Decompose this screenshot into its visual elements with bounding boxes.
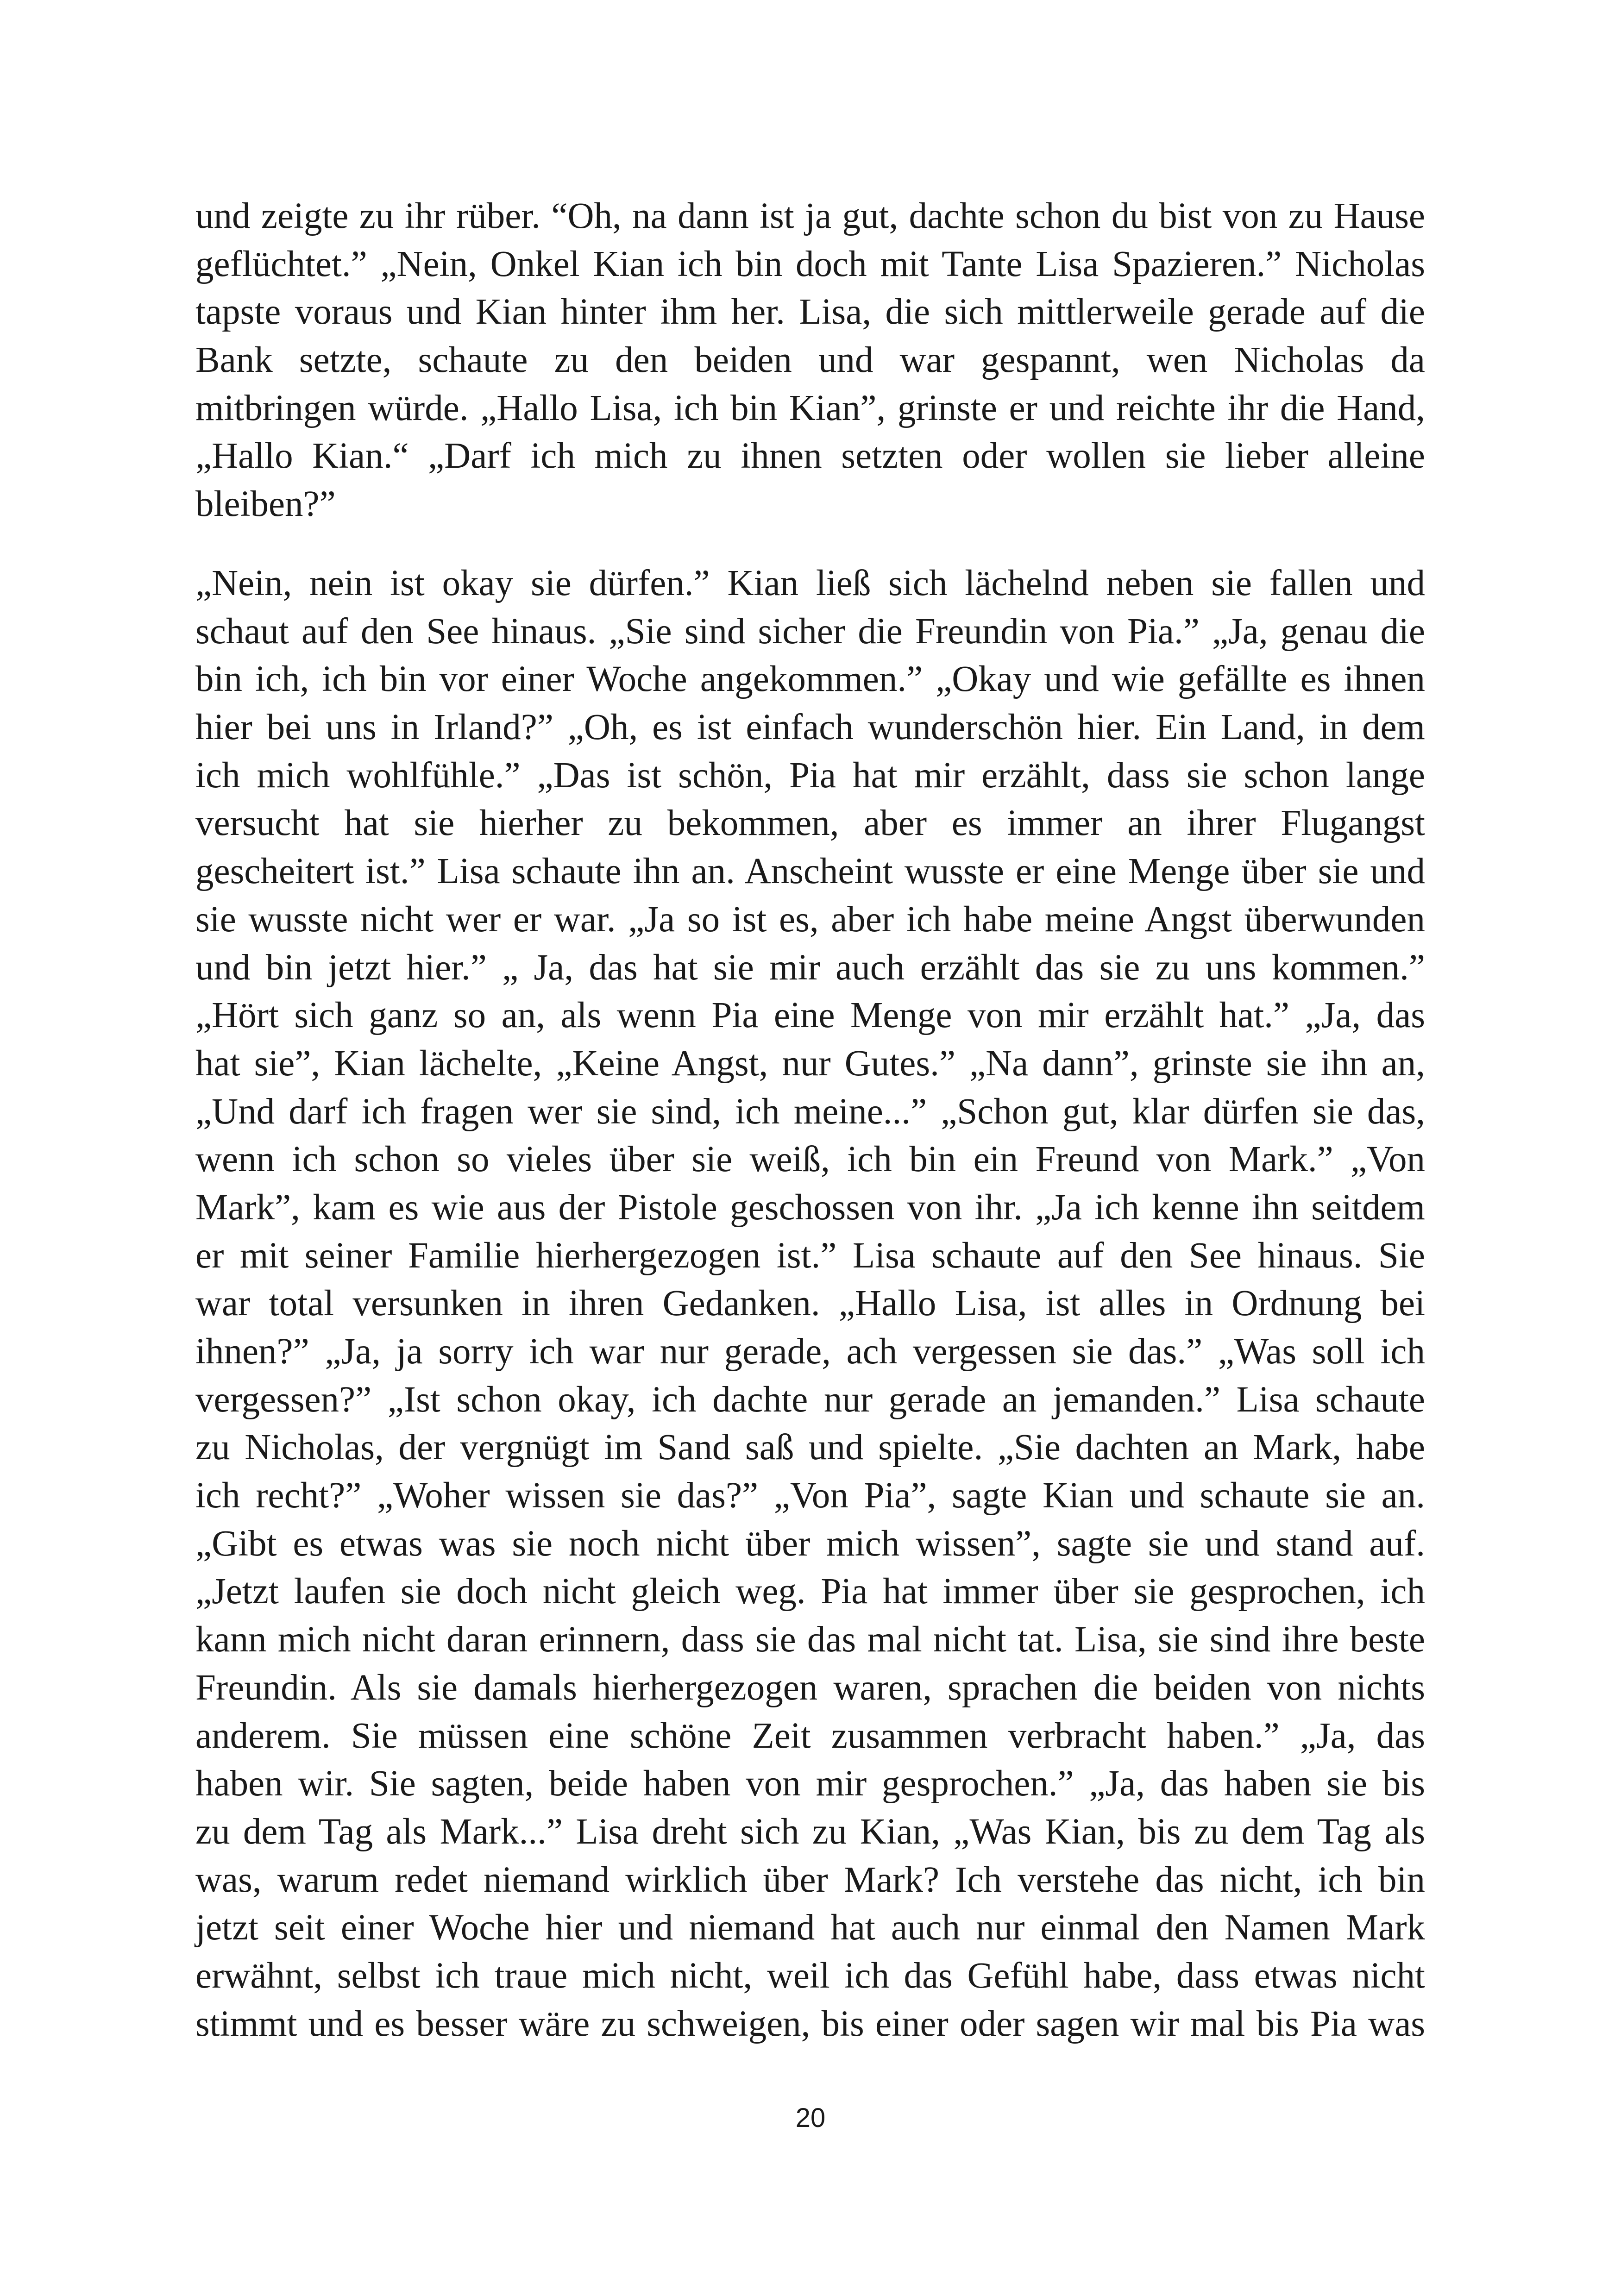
text-line: schaut auf den See hinaus. „Sie sind sicher die Freundin von Pia.” „Ja, genau die: [195, 611, 1425, 652]
text-line: ich mich wohlfühle.” „Das ist schön, Pia hat mir erzählt, dass sie schon lange: [195, 755, 1425, 796]
text-line: zu dem Tag als Mark...” Lisa dreht sich zu Kian, „Was Kian, bis zu dem Tag als: [195, 1811, 1425, 1852]
text-line: „Nein, nein ist okay sie dürfen.” Kian ließ sich lächelnd neben sie fallen und: [195, 563, 1425, 603]
text-line: bin ich, ich bin vor einer Woche angekommen.” „Okay und wie gefällte es ihnen: [195, 659, 1425, 700]
text-line: hier bei uns in Irland?” „Oh, es ist einfach wunderschön hier. Ein Land, in dem: [195, 707, 1425, 748]
text-line: mitbringen würde. „Hallo Lisa, ich bin Kian”, grinste er und reichte ihr die Hand,: [195, 388, 1425, 428]
text-line: tapste voraus und Kian hinter ihm her. Lisa, die sich mittlerweile gerade auf die: [195, 292, 1425, 332]
text-line: „Hallo Kian.“ „Darf ich mich zu ihnen setzten oder wollen sie lieber alleine: [195, 436, 1425, 477]
text-line: und zeigte zu ihr rüber. “Oh, na dann ist ja gut, dachte schon du bist von zu Hause: [195, 196, 1425, 236]
text-line: ich recht?” „Woher wissen sie das?” „Von Pia”, sagte Kian und schaute sie an.: [195, 1475, 1425, 1516]
text-line: „Gibt es etwas was sie noch nicht über mich wissen”, sagte sie und stand auf.: [195, 1523, 1425, 1564]
text-line: er mit seiner Familie hierhergezogen ist.” Lisa schaute auf den See hinaus. Sie: [195, 1235, 1425, 1276]
text-line: sie wusste nicht wer er war. „Ja so ist es, aber ich habe meine Angst überwunden: [195, 899, 1425, 940]
text-line: „Hört sich ganz so an, als wenn Pia eine Menge von mir erzählt hat.” „Ja, das: [195, 995, 1425, 1036]
text-line: war total versunken in ihren Gedanken. „Hallo Lisa, ist alles in Ordnung bei: [195, 1283, 1425, 1324]
text-line: wenn ich schon so vieles über sie weiß, ich bin ein Freund von Mark.” „Von: [195, 1139, 1425, 1180]
text-line: „Jetzt laufen sie doch nicht gleich weg. Pia hat immer über sie gesprochen, ich: [195, 1571, 1425, 1612]
text-line: geflüchtet.” „Nein, Onkel Kian ich bin doch mit Tante Lisa Spazieren.” Nicholas: [195, 244, 1425, 284]
text-line: und bin jetzt hier.” „ Ja, das hat sie mir auch erzählt das sie zu uns kommen.”: [195, 947, 1425, 988]
text-line: „Und darf ich fragen wer sie sind, ich meine...” „Schon gut, klar dürfen sie das,: [195, 1091, 1425, 1132]
text-line: ihnen?” „Ja, ja sorry ich war nur gerade, ach vergessen sie das.” „Was soll ich: [195, 1331, 1425, 1372]
text-line: jetzt seit einer Woche hier und niemand hat auch nur einmal den Namen Mark: [195, 1907, 1425, 1948]
text-line: Mark”, kam es wie aus der Pistole geschossen von ihr. „Ja ich kenne ihn seitdem: [195, 1187, 1425, 1228]
text-line: Bank setzte, schaute zu den beiden und war gespannt, wen Nicholas da: [195, 340, 1425, 381]
text-line: kann mich nicht daran erinnern, dass sie das mal nicht tat. Lisa, sie sind ihre beste: [195, 1619, 1425, 1660]
text-line: versucht hat sie hierher zu bekommen, aber es immer an ihrer Flugangst: [195, 803, 1425, 844]
text-line: anderem. Sie müssen eine schöne Zeit zusammen verbracht haben.” „Ja, das: [195, 1715, 1425, 1756]
text-line: bleiben?”: [195, 484, 336, 525]
text-line: zu Nicholas, der vergnügt im Sand saß und spielte. „Sie dachten an Mark, habe: [195, 1427, 1425, 1468]
paragraph-1: [195, 192, 1425, 528]
text-line: stimmt und es besser wäre zu schweigen, bis einer oder sagen wir mal bis Pia was: [195, 2003, 1425, 2044]
text-line: haben wir. Sie sagten, beide haben von mir gesprochen.” „Ja, das haben sie bis: [195, 1763, 1425, 1804]
text-line: was, warum redet niemand wirklich über Mark? Ich verstehe das nicht, ich bin: [195, 1859, 1425, 1900]
paragraph-2: [195, 559, 1425, 2048]
text-line: hat sie”, Kian lächelte, „Keine Angst, nur Gutes.” „Na dann”, grinste sie ihn an,: [195, 1043, 1425, 1084]
page-number: 20: [795, 2103, 826, 2133]
text-line: vergessen?” „Ist schon okay, ich dachte nur gerade an jemanden.” Lisa schaute: [195, 1379, 1425, 1420]
text-line: erwähnt, selbst ich traue mich nicht, weil ich das Gefühl habe, dass etwas nicht: [195, 1955, 1425, 1996]
text-line: gescheitert ist.” Lisa schaute ihn an. Anscheint wusste er eine Menge über sie und: [195, 851, 1425, 892]
text-line: Freundin. Als sie damals hierhergezogen waren, sprachen die beiden von nichts: [195, 1667, 1425, 1708]
